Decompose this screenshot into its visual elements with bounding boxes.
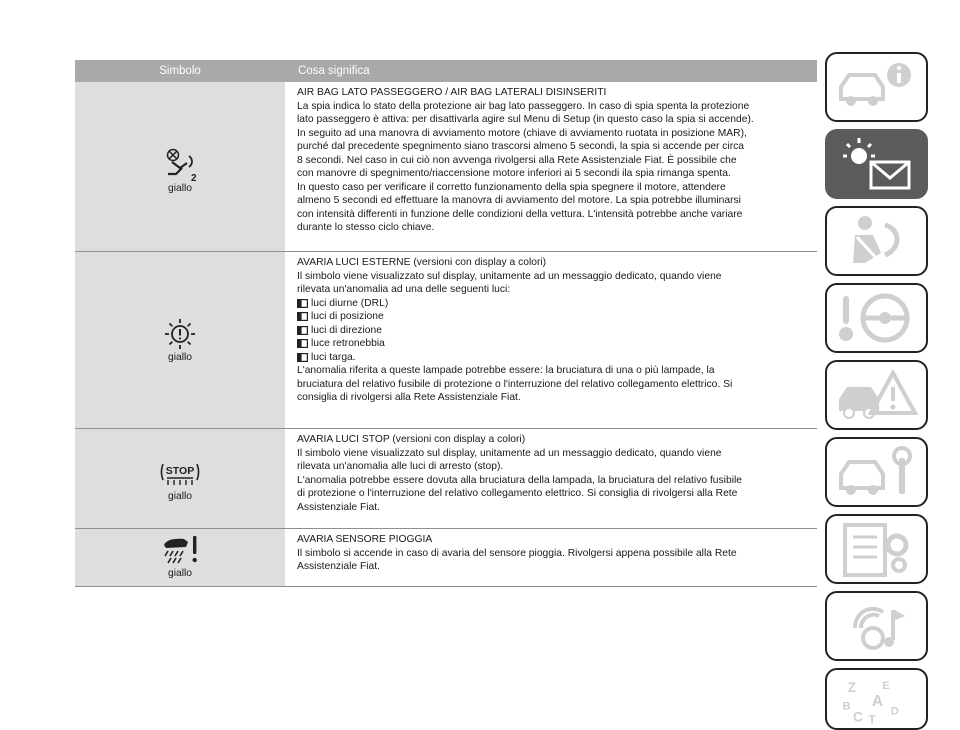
description-line: In questo caso per verificare il corretto funzionamento della spia spegnere il motore, attendere [297,181,726,193]
tab-emergency[interactable] [825,360,928,430]
list-item [297,310,817,324]
table-row [75,82,817,252]
seat-airbag-icon [835,213,919,271]
description-line: lato passeggero è attiva: per disattivarla agire sul Menu di Setup (in questo caso la spia si accende). [297,114,754,125]
tab-maintenance[interactable] [825,437,928,507]
description-line: di protezione o l'interruzione del relativo collegamento elettrico. Si consiglia di rivolgersi alla Rete [297,488,738,499]
description-title: AVARIA SENSORE PIOGGIA [297,534,433,545]
description-line: L'anomalia potrebbe essere dovuta alla bruciatura della lampada, la bruciatura del relativo fusibile [297,474,742,486]
stop-icon-text: STOP [165,464,195,477]
header-symbol: Simbolo [159,65,201,77]
color-label: giallo [167,182,193,194]
list-item-label: luci targa. [311,351,356,363]
list-item [297,324,817,338]
rain-sensor-failure-icon [160,533,200,567]
header-meaning: Cosa significa [298,65,370,77]
lamp-bullet-icon [297,312,308,321]
tab-safety[interactable] [825,206,928,276]
car-emergency-icon [835,367,919,425]
description-line: durante lo stesso ciclo chiave. [297,222,435,233]
list-item [297,297,817,311]
svg-text:2: 2 [191,172,197,184]
passenger-airbag-off-icon [160,148,200,182]
description-line: Il simbolo si accende in caso di avaria del sensore pioggia. Rivolgersi appena possibile alla Rete [297,547,737,559]
description-line: consiglia di rivolgersi alla Rete Assistenziale Fiat. [297,392,521,403]
svg-text:D: D [890,705,899,718]
tab-starting-driving[interactable] [825,283,928,353]
description-title: AVARIA LUCI STOP (versioni con display a colori) [297,434,526,445]
color-label: giallo [167,568,193,579]
description-line: Assistenziale Fiat. [297,501,380,513]
table-row [75,252,817,429]
description-line: almeno 5 secondi ed effettuare la manovra di avviamento del motore. La spia potrebbe illuminarsi [297,195,741,206]
alphabetical-index-icon [835,675,919,725]
technical-data-icon [835,521,919,579]
svg-text:B: B [842,700,851,713]
color-label: giallo [167,490,193,502]
table-row [75,429,817,529]
lamp-bullet-icon [297,339,308,348]
symbol-cell [75,252,285,428]
svg-text:Z: Z [847,680,857,696]
table-row [75,529,817,587]
car-info-icon [835,59,919,117]
list-item [297,337,817,351]
svg-text:T: T [868,712,876,727]
lamp-bullet-icon [297,299,308,308]
list-item-label: luci di direzione [311,324,382,336]
description-cell [285,429,817,528]
description-line: con intensità differenti in funzione delle condizioni della vettura. L'intensità potrebbe anche variare [297,208,743,220]
description-line: rilevata un'anomalia ad una delle seguenti luci: [297,284,511,295]
car-maintenance-icon [835,444,919,502]
lamp-bullet-icon [297,353,308,362]
key-steering-wheel-icon [835,290,919,348]
description-line: Assistenziale Fiat. [297,561,380,572]
tab-index[interactable] [825,668,928,730]
stop-lights-failure-icon [160,456,200,490]
tab-multimedia[interactable] [825,591,928,661]
svg-text:C: C [852,709,863,725]
list-item [297,351,817,365]
warning-lights-table [75,60,817,587]
multimedia-icon [835,598,919,656]
symbol-cell [75,529,285,586]
lamp-bullet-icon [297,326,308,335]
warning-light-message-icon [835,136,919,194]
description-line: bruciatura del relativo fusibile di protezione o l'interruzione del relativo collegamento elettrico. Si [297,378,733,390]
list-item-label: luci di posizione [311,311,384,322]
description-line: In seguito ad una manovra di avviamento motore (chiave di avviamento ruotata in posizione MAR), [297,127,747,139]
symbol-cell [75,82,285,251]
tab-warning-lights[interactable] [825,129,928,199]
exterior-lights-failure-icon [160,317,200,351]
description-line: Il simbolo viene visualizzato sul display, unitamente ad un messaggio dedicato, quando viene [297,270,722,282]
list-item-label: luci diurne (DRL) [311,297,389,309]
description-line: purché dal precedente spegnimento siano trascorsi almeno 5 secondi, la spia si accende per circa [297,141,745,152]
svg-text:E: E [882,679,890,692]
table-header [75,60,817,82]
tab-technical-data[interactable] [825,514,928,584]
list-item-label: luce retronebbia [311,338,385,349]
description-line: rilevata un'anomalia alle luci di arresto (stop). [297,461,504,472]
description-line: con manovre di spegnimento/riaccensione motore inferiori ai 5 secondi ila spia rimanga spenta. [297,168,731,179]
color-label: giallo [167,352,193,363]
description-cell [285,82,817,251]
description-line: L'anomalia riferita a queste lampade potrebbe essere: la bruciatura di una o più lampade, la [297,365,715,376]
svg-text:A: A [871,693,884,711]
description-line: La spia indica lo stato della protezione air bag lato passeggero. In caso di spia spenta la protezione [297,100,750,112]
description-title: AIR BAG LATO PASSEGGERO / AIR BAG LATERALI DISINSERITI [297,87,607,98]
description-line: Il simbolo viene visualizzato sul display, unitamente ad un messaggio dedicato, quando viene [297,447,722,459]
description-title: AVARIA LUCI ESTERNE (versioni con display a colori) [297,257,547,268]
symbol-cell [75,429,285,528]
description-line: 8 secondi. Nel caso in cui ciò non avvenga rivolgersi alla Rete Assistenziale Fiat. È possibile che [297,154,737,166]
description-cell [285,252,817,428]
description-cell [285,529,817,586]
tab-car-info[interactable] [825,52,928,122]
